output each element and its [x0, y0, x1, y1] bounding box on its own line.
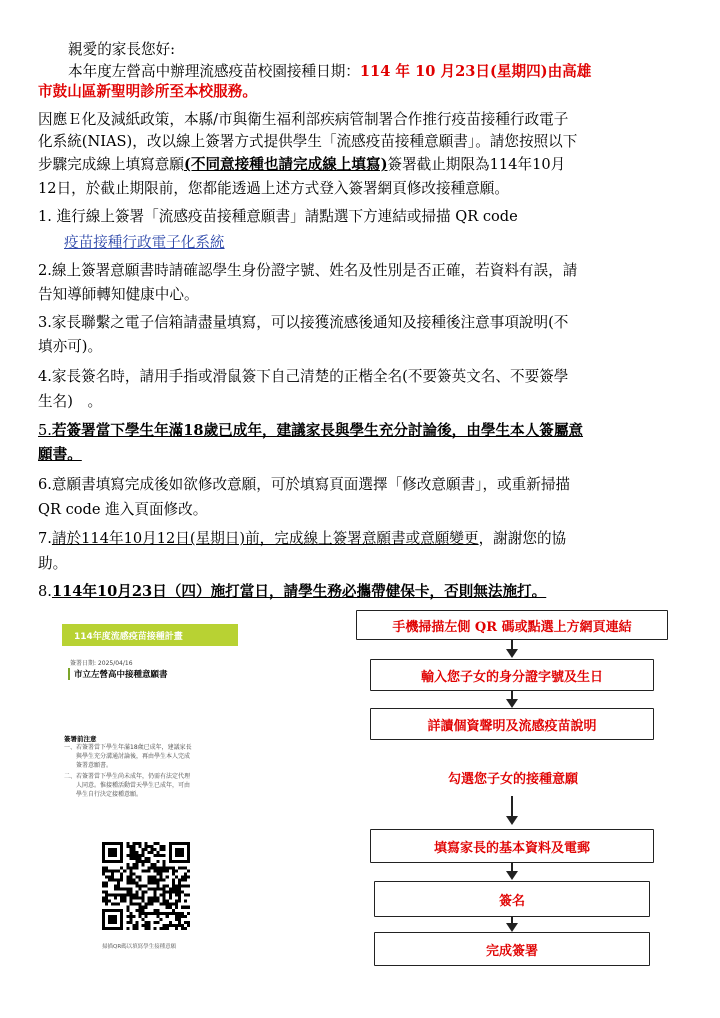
step-7-line-1 [38, 529, 566, 549]
preview-sign-date: 簽署日期: 2025/04/16 [70, 660, 133, 667]
flow-step-complete: 完成簽署 [374, 932, 650, 966]
preview-qr-caption: 掃描QR碼以填寫學生接種意願 [102, 944, 177, 950]
step-7-number: 7. [38, 530, 52, 547]
step-7-deadline: 請於114年10月12日(星期日)前，完成線上簽署意願書或意願變更 [51, 530, 479, 547]
flow-step-parent-info: 填寫家長的基本資料及電郵 [370, 829, 654, 863]
intro-line-1 [68, 62, 591, 82]
step-7-thanks: ，謝謝您的協 [478, 530, 567, 547]
preview-note-line: 二、若簽署當下學生尚未成年，仍需有法定代理 [64, 773, 191, 780]
preview-note-line: 學生自行決定接種意願。 [64, 791, 143, 798]
flow-step-scan-qr: 手機掃描左側 QR 碼或點選上方網頁連結 [356, 610, 668, 640]
preview-note-line: 簽署意願書。 [64, 762, 113, 769]
flow-step-enter-id: 輸入您子女的身分證字號及生日 [370, 659, 654, 691]
step-2-line-1: 2.線上簽署意願書時請確認學生身份證字號、姓名及性別是否正確，若資料有誤，請 [38, 262, 578, 279]
step-3-line-2: 填亦可)。 [38, 338, 103, 355]
qr-code-icon[interactable] [102, 842, 190, 930]
flow-step-read-statement: 詳讀個資聲明及流感疫苗說明 [370, 708, 654, 740]
para-line-3 [38, 155, 565, 175]
step-8-number: 8. [38, 583, 52, 600]
step-6-line-1: 6.意願書填寫完成後如欲修改意願，可於填寫頁面選擇「修改意願書」，或重新掃描 [38, 476, 571, 493]
para-line-2: 化系統(NIAS)，改以線上簽署方式提供學生「流感疫苗接種意願書」。請您按照以下 [38, 133, 578, 150]
step-8-text: 114年10月23日（四）施打當日，請學生務必攜帶健保卡，否則無法施打。 [51, 583, 547, 600]
step-5-number: 5. [38, 422, 52, 439]
step-1: 1. 進行線上簽署「流感疫苗接種意願書」請點選下方連結或掃描 QR code [38, 208, 518, 225]
preview-note-line: 一、若簽署當下學生年滿18歲已成年，建議家長 [64, 744, 192, 751]
step-5-line-1 [38, 421, 583, 441]
para-line-4: 12日，於截止期限前，您都能透過上述方式登入簽署網頁修改接種意願。 [38, 180, 509, 197]
step-2-line-2: 告知導師轉知健康中心。 [38, 286, 199, 303]
greeting: 親愛的家長您好: [68, 41, 176, 58]
step-4-line-2: 生名) 。 [38, 393, 103, 410]
step-8 [38, 582, 546, 602]
step-6-line-2: QR code 進入頁面修改。 [38, 501, 208, 518]
vaccination-location-highlight: 市鼓山區新聖明診所至本校服務。 [38, 83, 257, 100]
para-line-3a: 步驟完成線上填寫意願 [38, 156, 184, 173]
flow-step-sign: 簽名 [374, 881, 650, 917]
vaccination-date-highlight: 114 年 10 月23日(星期四)由高雄 [359, 63, 592, 80]
step-3-line-1: 3.家長聯繫之電子信箱請盡量填寫，可以接獲流感後通知及接種後注意事項說明(不 [38, 314, 569, 331]
para-line-1: 因應Ｅ化及減紙政策，本縣/市與衛生福利部疾病管制署合作推行疫苗接種行政電子 [38, 111, 569, 128]
step-5-line-2: 願書。 [38, 446, 82, 463]
preview-note-line: 與學生充分溝通討論後，再由學生本人完成 [64, 753, 191, 760]
preview-notes-title: 簽署前注意 [64, 735, 97, 743]
nias-system-link[interactable]: 疫苗接種行政電子化系統 [64, 234, 225, 251]
deadline-text: 簽署截止期限為114年10月 [387, 156, 566, 173]
intro-lead: 本年度左營高中辦理流感疫苗校園接種日期： [68, 63, 360, 80]
step-4-line-1: 4.家長簽名時，請用手指或滑鼠簽下自己清楚的正楷全名(不要簽英文名、不要簽學 [38, 368, 569, 385]
consent-form-preview [62, 624, 238, 956]
preview-school-title: 市立左營高中接種意願書 [68, 668, 168, 680]
decline-also-fill-note: (不同意接種也請完成線上填寫) [183, 156, 388, 173]
step-5-text: 若簽署當下學生年滿18歲已成年，建議家長與學生充分討論後，由學生本人簽屬意 [51, 422, 584, 439]
flow-step-choose-consent: 勾選您子女的接種意願 [374, 760, 652, 794]
preview-title: 114年度流感疫苗接種計畫 [74, 632, 183, 642]
preview-note-line: 人同意。惟接種活動當天學生已成年，可由 [64, 782, 191, 789]
step-7-line-2: 助。 [38, 555, 68, 572]
